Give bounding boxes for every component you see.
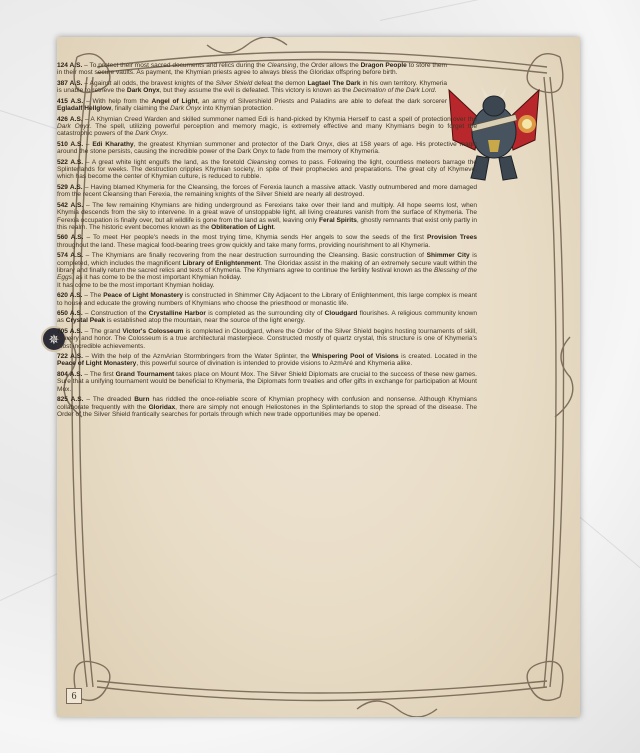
timeline-entry bbox=[57, 310, 477, 325]
entry-text: – A Khymian Creed Warden and skilled summoner named Edi is hand-picked by Khymia Herself to cast a spell of protection over the Dark Onyx. The spell, utilizing powerful perception and memory magic, is extremely effective and many Khymians begin to forget the catastrophic powers of the Dark Onyx. bbox=[57, 115, 478, 138]
entry-year: 426 A.S. bbox=[57, 115, 83, 123]
entry-year: 124 A.S. bbox=[57, 62, 83, 69]
entry-year: 705 A.S. bbox=[57, 327, 83, 335]
entry-year: 387 A.S. bbox=[57, 79, 83, 87]
timeline-entry bbox=[57, 62, 447, 77]
entry-text: – Against all odds, the bravest knights of the Silver Shield defeat the demon Lagtael The Dark in his own territory. Khymeria is unable to retrieve the Dark Onyx, but they assume the evil is defeated. This victory is known as the Decimation of the Dark Lord. bbox=[57, 79, 448, 95]
timeline-entry bbox=[57, 371, 477, 393]
entry-text: – The first Grand Tournament takes place on Mount Mox. The Silver Shield Diplomats are crucial to the success of these new games. Sure that a unifying tournament would be beneficial to Khymeria, the Diplomats form treaties and offer gifts in exchange for participation at Mount Mox. bbox=[57, 371, 477, 393]
entry-text: – The grand Victor's Colosseum is completed in Cloudgard, where the Order of the Silver Shield begins hosting tournaments of skill, bravery and honor. The Colosseum is a true architectural masterpiece. Constructed mostly of quartz crystal, this structure is one of Khymeria's most incredible achievements. bbox=[57, 327, 477, 350]
entry-text: – The dreaded Burn has riddled the once-reliable score of Khymian prophecy with confusion and nonsense. Although Khymians collaborate frequently with the Gloridax, there are simply not enough Heliostones in the Splinterlands to stop the spread of the disease. The Order of the Silver Shield frantically searches for portals through which new trade opportunities may be opened. bbox=[57, 396, 477, 418]
entry-text: – To meet Her people's needs in the most trying time, Khymia sends Her angels to sow the seeds of the first Provision Trees throughout the land. These magical food-bearing trees grow quickly and take many forms, providing nourishment to all Khymeria. bbox=[57, 234, 477, 249]
timeline-entry bbox=[57, 80, 447, 95]
timeline-entry bbox=[57, 234, 477, 249]
entry-year: 722 A.S. bbox=[57, 353, 83, 361]
timeline-entry bbox=[57, 353, 477, 368]
entry-text: – A great white light engulfs the land, as the foretold Cleansing comes to pass. Following the light, countless meteors barrage the Splinterlands for weeks. The destruction cripples Khymian society, in spite of their prophecies and preparations. The great city of Khymeve, which has become the center of Khymian culture, is reduced to rubble. bbox=[57, 158, 478, 181]
entry-year: 560 A.S. bbox=[57, 234, 84, 242]
timeline-entry bbox=[57, 98, 447, 113]
entry-text: – The few remaining Khymians are hiding underground as Ferexians take over their land and multiply. All hope seems lost, when Khymia descends from the sky to intervene. In a great wave of unstoppable light, all living creatures vanish from the surface of Khymeria. The Ferexia occupation is finally over, but all wildlife is gone from the land as well, leaving only Feral Spirits, ghostly remnants that exist only partly in this realm. The historic event becomes known as the Obliteration of Light. bbox=[57, 201, 478, 231]
entry-year: 522 A.S. bbox=[57, 158, 84, 166]
timeline-entry bbox=[57, 141, 477, 156]
timeline-entry bbox=[57, 252, 477, 289]
entry-text: – With the help of the AzmArian Stormbringers from the Water Splinter, the Whispering Pool of Visions is created. Located in the Peace of Light Monastery, this powerful source of divination is intended to provide visions to AzmAré and Khymeria alike. bbox=[57, 353, 477, 368]
entry-year: 542 A.S. bbox=[57, 201, 84, 209]
timeline-text bbox=[57, 62, 478, 421]
entry-text: – With help from the Angel of Light, an army of Silvershield Priests and Paladins are able to defeat the dark sorcerer Egladalf Hellglow, finally claiming the Dark Onyx into Khymian protection. bbox=[57, 97, 448, 113]
entry-text: – To protect their most sacred documents and relics during the Cleansing, the Order allows the Dragon People to store them in their most secure vaults. As payment, the Khymian priests agree to always bless the Gloridax offspring before birth. bbox=[57, 62, 447, 77]
entry-text: – The Peace of Light Monastery is constructed in Shimmer City Adjacent to the Library of Enlightenment, this large complex is meant to house and educate the growing numbers of Khymians who choose the priesthood or monastic life. bbox=[57, 292, 478, 307]
entry-year: 529 A.S. bbox=[57, 183, 83, 191]
timeline-entry bbox=[57, 292, 477, 307]
compass-star-icon: ✵ bbox=[41, 326, 67, 352]
timeline-entry bbox=[57, 116, 477, 138]
timeline-entry bbox=[57, 184, 477, 199]
timeline-entry bbox=[57, 202, 477, 231]
entry-year: 825 A.S. bbox=[57, 396, 84, 404]
entry-text: – The Khymians are finally recovering from the near destruction surrounding the Cleansing. Basic construction of Shimmer City is completed, which includes the magnificent Library of Enlightenment. The Gloridax assist in the making of an extremely secure vault within the library and finally return the sacred relics and texts of Khymeria. The Khymians agree to continue the fertility festival known as the Blessing of the Eggs, as it has come to be the most important Khymian holiday. It has come to be the most important Khymian holiday. bbox=[57, 252, 478, 289]
entry-year: 620 A.S. bbox=[57, 292, 83, 300]
entry-text: – Construction of the Crystalline Harbor is completed as the surrounding city of Cloudgard flourishes. A religious community known as Crystal Peak is established atop the mountain, near the source of the light energy. bbox=[57, 310, 477, 325]
timeline-entry bbox=[57, 159, 477, 181]
entry-year: 804 A.S. bbox=[57, 371, 83, 378]
entry-year: 415 A.S. bbox=[57, 97, 84, 105]
timeline-entry bbox=[57, 396, 477, 418]
entry-text: – Having blamed Khymeria for the Cleansing, the forces of Ferexia launch a massive attack. Vastly outnumbered and more damaged from the recent Cleansing than Ferexia, the remaining knights of the Silver Shield are nearly all destroyed. bbox=[57, 183, 477, 199]
entry-year: 650 A.S. bbox=[57, 310, 83, 318]
timeline-entry bbox=[57, 328, 477, 350]
entry-text: – Edi Kharathy, the greatest Khymian summoner and protector of the Dark Onyx, dies at 158 years of age. His protective magic around the stone persists, causing the incredible power of the Dark Onyx to fade from the memory of Khymeria. bbox=[57, 140, 477, 156]
entry-year: 574 A.S. bbox=[57, 252, 84, 260]
page-number: 6 bbox=[66, 688, 82, 704]
entry-year: 510 A.S. bbox=[57, 140, 84, 148]
